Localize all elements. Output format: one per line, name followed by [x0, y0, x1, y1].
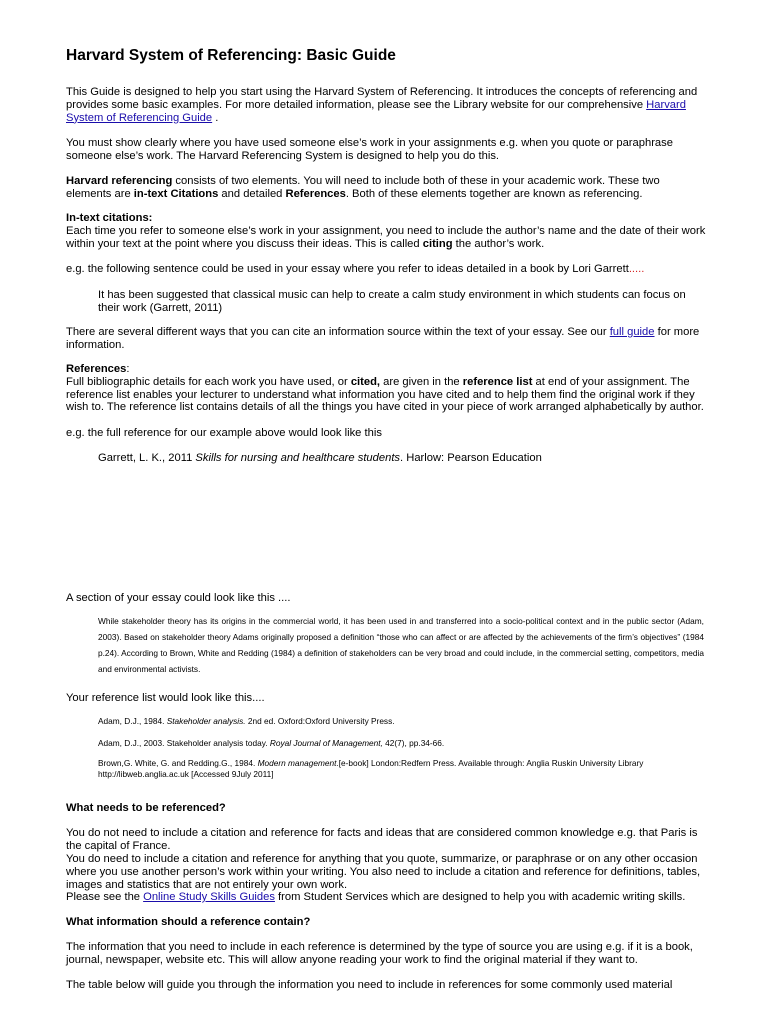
references-text-2: are given in the — [380, 375, 463, 388]
intro-text: This Guide is designed to help you start using the Harvard System of Referencing. It introduces the concepts of referencing and provides some basic examples. For more detailed information, please see the Library website for our comprehensive — [66, 86, 698, 111]
references-section — [66, 363, 706, 414]
common-knowledge-paragraph: You do not need to include a citation and reference for facts and ideas that are considered common knowledge e.g. that Paris is the capital of France. — [66, 827, 698, 852]
reference-list-intro: Your reference list would look like this.... — [66, 692, 265, 704]
reference-contents-paragraph: The information that you need to include in each reference is determined by the type of source you are using e.g. if it is a book, journal, newspaper, website etc. This will allow anyone reading your work to find the original material if they want to. — [66, 941, 693, 966]
essay-section-example: While stakeholder theory has its origins in the commercial world, it has been used in and transferred into a socio-political context and in the public sector (Adam, 2003). Based on stakeholder theory Adams originally proposed a definition “those who can affect or are affected by the achievements of the firm’s objectives” (1984 p.24). According to Brown, White and Redding (1984) a definition of stakeholders can be very broad and could include, in the commercial setting, competitors, media and environmental activists. — [98, 616, 704, 674]
references-heading: References — [66, 363, 127, 375]
harvard-guide-link[interactable]: Harvard System of Referencing Guide — [66, 98, 686, 124]
reference-title: Modern management. — [257, 758, 339, 768]
essay-section-intro: A section of your essay could look like this .... — [66, 592, 291, 604]
what-needs-referenced-heading-text: What needs to be referenced? — [66, 802, 226, 814]
garrett-reference — [98, 452, 706, 465]
reference-title: Stakeholder analysis. — [166, 716, 246, 726]
reference-list-item — [98, 716, 706, 727]
full-reference-example-intro: e.g. the full reference for our example above would look like this — [66, 427, 382, 439]
table-intro-paragraph: The table below will guide you through the information you need to include in references for some commonly used material — [66, 979, 673, 991]
garrett-reference-title: Skills for nursing and healthcare students — [195, 452, 401, 464]
two-elements-paragraph — [66, 175, 706, 201]
what-information-heading-text: What information should a reference contain? — [66, 916, 311, 928]
full-guide-link[interactable]: full guide — [609, 326, 655, 338]
references-term: References — [285, 187, 346, 200]
harvard-referencing-term: Harvard referencing — [66, 175, 173, 187]
do-include-paragraph: You do need to include a citation and reference for anything that you quote, summarize, or paraphrase or on any other occasion where you use another person’s work within your writing. You also need to include a citation and reference for definitions, tables, images and statistics that are not entirely your own work. — [66, 853, 701, 891]
in-text-citations-heading: In-text citations: — [66, 212, 153, 224]
citing-term: citing — [422, 237, 453, 250]
intro-text-end: . — [212, 111, 219, 124]
ways-to-cite-paragraph — [66, 326, 706, 352]
what-information-heading — [66, 916, 706, 929]
two-elements-text-3: . Both of these elements together are known as referencing. — [345, 187, 643, 200]
two-elements-text-2: and detailed — [218, 187, 286, 200]
references-text-3: at end of your assignment. The reference list enables your lecturer to understand what information you have cited and to help them find the original work if they wish to. The reference list contains details of all the things you have cited in your piece of work arranged alphabetically by author. — [66, 375, 704, 414]
example-quote: It has been suggested that classical music can help to create a calm study environment in which students can focus on their work (Garrett, 2011) — [98, 289, 686, 314]
page-title: Harvard System of Referencing: Basic Guide — [66, 47, 396, 64]
reference-author: Adam, D.J., 2003. Stakeholder analysis today. — [98, 738, 270, 748]
garrett-reference-author: Garrett, L. K., 2011 — [98, 452, 196, 464]
cited-term: cited, — [350, 375, 381, 388]
example-sentence-intro — [66, 263, 706, 276]
in-text-citations-section — [66, 212, 706, 250]
ways-to-cite-text: There are several different ways that you can cite an information source within the text of your essay. See our — [66, 326, 610, 338]
study-skills-text-end: from Student Services which are designed to help you with academic writing skills. — [274, 891, 686, 903]
reference-details: 42(7), pp.34-66. — [382, 738, 445, 748]
reference-details: [e-book] London:Redfern Press. Available through: Anglia Ruskin University Library http://libweb.anglia.ac.uk [Accessed 9July 2011] — [98, 758, 644, 779]
intro-paragraph — [66, 86, 706, 124]
reference-author: Brown,G. White, G. and Redding.G., 1984. — [98, 758, 258, 768]
references-colon: : — [126, 363, 130, 375]
garrett-reference-publisher: . Harlow: Pearson Education — [400, 452, 542, 464]
reference-list-item — [98, 738, 706, 749]
study-skills-paragraph — [66, 891, 706, 904]
online-study-skills-link[interactable]: Online Study Skills Guides — [143, 891, 275, 903]
references-text: Full bibliographic details for each work you have used, or — [66, 375, 351, 388]
reference-list-item — [98, 758, 706, 779]
in-text-citations-text: Each time you refer to someone else’s work in your assignment, you need to include the author’s name and the date of their work within your text at the point where you discuss their ideas. This is called — [66, 224, 706, 250]
example-dots: ..... — [628, 263, 645, 275]
reference-title: Royal Journal of Management, — [269, 738, 383, 748]
reference-details: 2nd ed. Oxford:Oxford University Press. — [245, 716, 395, 726]
example-sentence-text: e.g. the following sentence could be used in your essay where you refer to ideas detailed in a book by Lori Garrett — [66, 263, 629, 275]
what-needs-referenced-heading — [66, 802, 706, 815]
reference-list-term: reference list — [462, 375, 533, 388]
reference-author: Adam, D.J., 1984. — [98, 716, 167, 726]
in-text-citations-term: in-text Citations — [133, 187, 219, 200]
ways-to-cite-text-end: for more information. — [66, 326, 700, 351]
two-elements-text: consists of two elements. You will need to include both of these in your academic work. These two elements are — [66, 175, 660, 200]
show-clearly-paragraph: You must show clearly where you have used someone else’s work in your assignments e.g. when you quote or paraphrase someone else’s work. The Harvard Referencing System is designed to help you do this. — [66, 137, 673, 162]
study-skills-text: Please see the — [66, 891, 144, 903]
in-text-citations-text-end: the author’s work. — [452, 237, 545, 250]
